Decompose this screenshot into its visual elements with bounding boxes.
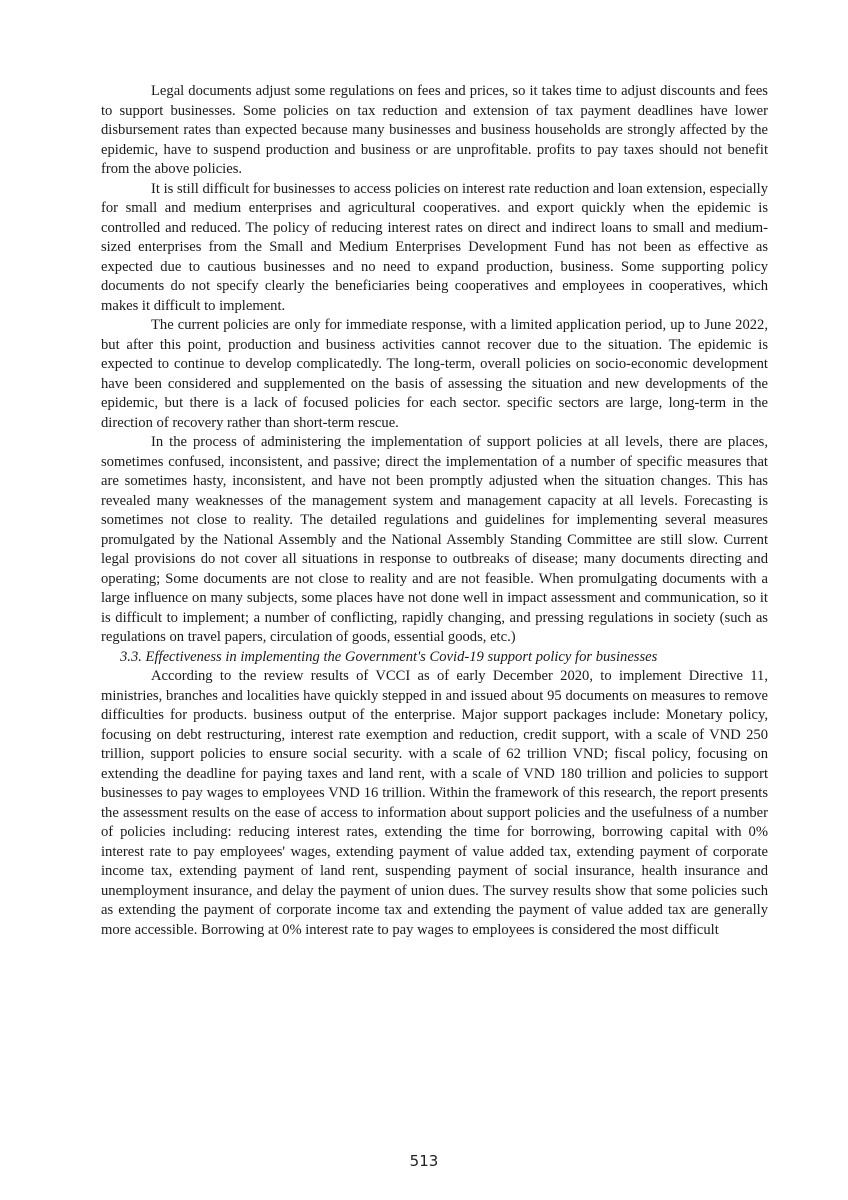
page-number: 513 [409,1152,439,1170]
paragraph-interest-rate-access: It is still difficult for businesses to access policies on interest rate reduction and loan extension, especially for small and medium enterprises and agricultural cooperatives. and export quickly when the epidemic is controlled and reduced. The policy of reducing interest rates on direct and indirect loans to small and medium-sized enterprises from the Small and Medium Enterprises Development Fund has not been as effective as expected due to cautious businesses and no need to expand production, business. Some supporting policy documents do not specify clearly the beneficiaries being cooperatives and employees in cooperatives, which makes it difficult to implement. [101,180,768,314]
section-heading: 3.3. Effectiveness in implementing the Government's Covid-19 support policy for businesses [120,648,658,665]
paragraph-fees-and-prices: Legal documents adjust some regulations on fees and prices, so it takes time to adjust discounts and fees to support businesses. Some policies on tax reduction and extension of tax payment deadlines have lower disbursement rates than expected because many businesses and business households are strongly affected by the epidemic, have to suspend production and business or are unprofitable. profits to pay taxes should not benefit from the above policies. [101,83,768,177]
paragraph-administering-implementation: In the process of administering the implementation of support policies at all levels, there are places, sometimes confused, inconsistent, and passive; direct the implementation of a number of specific measures that are sometimes hasty, inconsistent, and have not been promptly adjusted when the situation changes. This has revealed many weaknesses of the management system and management capacity at all levels. Forecasting is sometimes not close to reality. The detailed regulations and guidelines for implementing several measures promulgated by the National Assembly and the National Assembly Standing Committee are still slow. Current legal provisions do not cover all situations in response to outbreaks of disease; many documents directing and operating; Some documents are not close to reality and are not feasible. When promulgating documents with a large influence on many subjects, some places have not done well in impact assessment and communication, so it is difficult to implement; a number of conflicting, rapidly changing, and pressing regulations in society (such as regulations on travel papers, circulation of goods, essential goods, etc.) [101,434,768,645]
page-body [101,82,768,940]
paragraph-vcci-review: According to the review results of VCCI as of early December 2020, to implement Directive 11, ministries, branches and localities have quickly stepped in and issued about 95 documents on measures to remove difficulties for products. business output of the enterprise. Major support packages include: Monetary policy, focusing on debt restructuring, interest rate exemption and reduction, credit support, with a scale of VND 250 trillion, support policies to ensure social security. with a scale of 62 trillion VND; fiscal policy, focusing on extending the deadline for paying taxes and land rent, with a scale of VND 180 trillion and policies to support businesses to pay wages to employees VND 16 trillion. Within the framework of this research, the report presents the assessment results on the ease of access to information about support policies and the usefulness of a number of policies including: reducing interest rates, extending the time for borrowing, borrowing capital with 0% interest rate to pay employees' wages, extending payment of value added tax, extending payment of corporate income tax, extending payment of land rent, suspending payment of social insurance, health insurance and unemployment insurance, and delay the payment of union dues. The survey results show that some policies such as extending the payment of corporate income tax and extending the payment of value added tax are generally more accessible. Borrowing at 0% interest rate to pay wages to employees is considered the most difficult [101,668,768,938]
paragraph-immediate-response: The current policies are only for immediate response, with a limited application period, up to June 2022, but after this point, production and business activities cannot recover due to the situation. The epidemic is expected to continue to develop complicatedly. The long-term, overall policies on socio-economic development have been considered and supplemented on the basis of assessing the situation and new developments of the epidemic, but there is a lack of focused policies for each sector. specific sectors are large, long-term in the direction of recovery rather than short-term rescue. [101,317,768,431]
